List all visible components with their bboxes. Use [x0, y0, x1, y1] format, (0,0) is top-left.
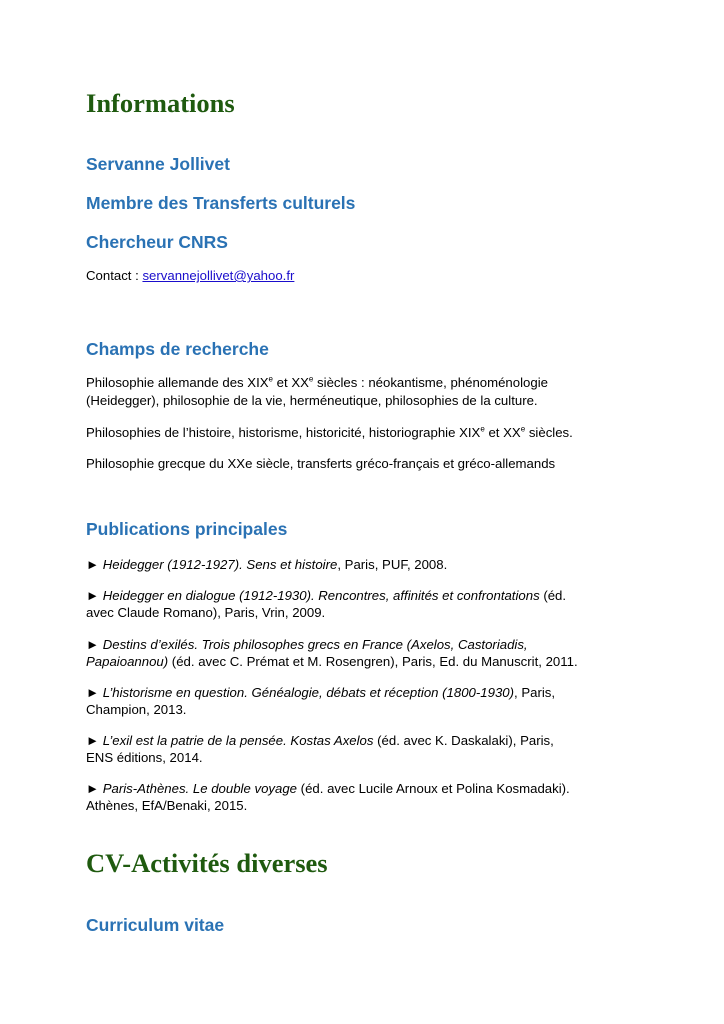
publication-item-line-2: Athènes, EfA/Benaki, 2015. — [86, 798, 248, 813]
informations-title: Informations — [86, 88, 235, 118]
publication-details: , Paris, PUF, 2008. — [337, 557, 448, 572]
bullet-icon: ► — [86, 733, 100, 748]
publication-item — [86, 556, 447, 574]
publication-title: Papaioannou) — [86, 654, 169, 669]
bullet-icon: ► — [86, 557, 100, 572]
publication-title: Paris-Athènes. Le double voyage — [102, 781, 298, 796]
superscript: e — [480, 424, 485, 434]
publication-details: (éd. — [539, 588, 567, 603]
publication-item — [86, 732, 554, 750]
publication-title: L’exil est la patrie de la pensée. Kostas Axelos — [102, 733, 374, 748]
publication-title: Destins d’exilés. Trois philosophes grecs en France (Axelos, Castoriadis, — [102, 637, 528, 652]
text: Philosophie allemande des XIX — [86, 375, 269, 390]
text: siècles. — [525, 425, 573, 440]
author-name: Servanne Jollivet — [86, 154, 230, 174]
publication-details: , Paris, — [514, 685, 556, 700]
position: Chercheur CNRS — [86, 232, 228, 252]
text: et XX — [484, 425, 521, 440]
publications-heading: Publications principales — [86, 519, 288, 539]
publication-item-line-2: ENS éditions, 2014. — [86, 750, 203, 765]
bullet-icon: ► — [86, 588, 100, 603]
publication-details: (éd. avec C. Prémat et M. Rosengren), Paris, Ed. du Manuscrit, 2011. — [168, 654, 578, 669]
text: Philosophies de l’histoire, historisme, historicité, historiographie XIX — [86, 425, 481, 440]
research-field-paragraph-1 — [86, 374, 548, 392]
bullet-icon: ► — [86, 637, 100, 652]
publication-item — [86, 780, 570, 798]
superscript: e — [268, 374, 273, 384]
research-field-paragraph-3: Philosophie grecque du XXe siècle, transferts gréco-français et gréco-allemands — [86, 456, 556, 471]
publication-item — [86, 587, 566, 605]
text: siècles : néokantisme, phénoménologie — [313, 375, 548, 390]
contact-email-link[interactable]: servannejollivet@yahoo.fr — [142, 268, 295, 283]
cv-title: CV-Activités diverses — [86, 848, 328, 878]
contact-line — [86, 267, 294, 285]
research-field-paragraph-2 — [86, 424, 573, 442]
text: et XX — [273, 375, 309, 390]
membership: Membre des Transferts culturels — [86, 193, 356, 213]
curriculum-vitae-heading: Curriculum vitae — [86, 915, 225, 935]
superscript: e — [308, 374, 314, 384]
publication-item — [86, 684, 555, 702]
publication-item-line-2 — [86, 653, 578, 671]
research-fields-heading: Champs de recherche — [86, 339, 269, 359]
contact-label: Contact : — [86, 268, 143, 283]
publication-item-line-2: avec Claude Romano), Paris, Vrin, 2009. — [86, 605, 326, 620]
publication-item — [86, 636, 528, 654]
publication-details: (éd. avec K. Daskalaki), Paris, — [373, 733, 554, 748]
publication-details: (éd. avec Lucile Arnoux et Polina Kosmadaki). — [297, 781, 570, 796]
research-field-paragraph-1-line-2: (Heidegger), philosophie de la vie, herméneutique, philosophies de la culture. — [86, 393, 538, 408]
publication-item-line-2: Champion, 2013. — [86, 702, 187, 717]
superscript: e — [520, 424, 526, 434]
bullet-icon: ► — [86, 781, 100, 796]
publication-title: Heidegger (1912-1927). Sens et histoire — [102, 557, 338, 572]
publication-title: Heidegger en dialogue (1912-1930). Rencontres, affinités et confrontations — [102, 588, 540, 603]
publication-title: L’historisme en question. Généalogie, débats et réception (1800-1930) — [102, 685, 515, 700]
bullet-icon: ► — [86, 685, 100, 700]
